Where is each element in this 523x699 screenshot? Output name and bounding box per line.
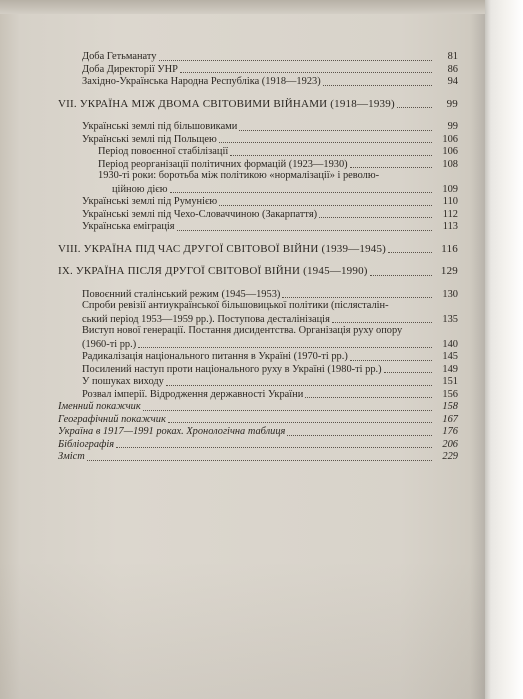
toc-entry bbox=[58, 400, 458, 413]
toc-entry-page: 229 bbox=[442, 451, 458, 463]
toc-entry-title: Розвал імперії. Відродження державності України bbox=[82, 388, 304, 400]
toc-spacer bbox=[58, 110, 458, 120]
toc-leader-dots bbox=[332, 322, 432, 323]
toc-entry-page: 176 bbox=[442, 426, 458, 438]
toc-leader-dots bbox=[305, 397, 432, 398]
toc-entry-page: 86 bbox=[447, 63, 458, 75]
toc-entry bbox=[58, 325, 458, 338]
toc-entry bbox=[58, 363, 458, 376]
toc-entry-page: 112 bbox=[442, 208, 458, 220]
toc-entry bbox=[58, 288, 458, 301]
toc-entry-page: 99 bbox=[447, 121, 458, 133]
toc-entry-page: 156 bbox=[442, 388, 458, 400]
toc-leader-dots bbox=[384, 372, 432, 373]
toc-leader-dots bbox=[350, 167, 432, 168]
toc-entry-page: 206 bbox=[442, 438, 458, 450]
toc-entry bbox=[58, 265, 458, 278]
toc-entry-title: Географічний покажчик bbox=[58, 413, 166, 425]
toc-entry bbox=[58, 388, 458, 401]
toc-entry-page: 167 bbox=[442, 413, 458, 425]
toc-entry-title: Посилений наступ проти національного руху в Україні (1980-ті рр.) bbox=[82, 363, 382, 375]
toc-leader-dots bbox=[116, 447, 432, 448]
toc-leader-dots bbox=[87, 460, 432, 461]
toc-leader-dots bbox=[180, 72, 432, 73]
toc-entry bbox=[58, 243, 458, 256]
toc-entry-title: (1960-ті рр.) bbox=[82, 338, 137, 350]
toc-entry bbox=[58, 313, 458, 326]
toc-entry-page: 106 bbox=[442, 146, 458, 158]
toc-entry bbox=[58, 195, 458, 208]
toc-entry-title: Повоєнний сталінський режим (1945—1953) bbox=[82, 288, 281, 300]
toc-entry-page: 130 bbox=[442, 288, 458, 300]
toc-entry-title: 1930-ті роки: боротьба між політикою «нормалізації» і револю- bbox=[98, 170, 380, 181]
toc-entry-page: 106 bbox=[442, 133, 458, 145]
toc-entry bbox=[58, 133, 458, 146]
toc-spacer bbox=[58, 88, 458, 98]
toc-leader-dots bbox=[282, 297, 432, 298]
toc-entry-title: Доба Директорії УНР bbox=[82, 63, 178, 75]
toc-entry-page: 110 bbox=[442, 196, 458, 208]
toc-entry bbox=[58, 375, 458, 388]
toc-entry bbox=[58, 98, 458, 111]
toc-entry bbox=[58, 183, 458, 196]
toc-leader-dots bbox=[159, 60, 432, 61]
toc-entry-page: 116 bbox=[441, 242, 458, 255]
book-right-edge bbox=[485, 0, 523, 699]
toc-entry-title: Західно-Українська Народна Республіка (1918—1923) bbox=[82, 76, 321, 88]
toc-leader-dots bbox=[219, 142, 432, 143]
toc-leader-dots bbox=[397, 107, 432, 108]
toc-entry bbox=[58, 300, 458, 313]
toc-entry-title: Зміст bbox=[58, 451, 85, 463]
toc-entry-page: 149 bbox=[442, 363, 458, 375]
toc-leader-dots bbox=[230, 155, 432, 156]
toc-leader-dots bbox=[170, 192, 432, 193]
toc-entry bbox=[58, 145, 458, 158]
toc-entry bbox=[58, 220, 458, 233]
toc-leader-dots bbox=[323, 85, 432, 86]
toc-entry-title: Спроби ревізії антиукраїнської більшовицької політики (післясталін- bbox=[82, 300, 389, 311]
toc-entry bbox=[58, 75, 458, 88]
toc-leader-dots bbox=[319, 217, 432, 218]
toc-entry bbox=[58, 120, 458, 133]
page-bottom-shadow bbox=[0, 560, 485, 699]
toc-leader-dots bbox=[138, 347, 432, 348]
toc-entry-title: Українські землі під Румунією bbox=[82, 196, 218, 208]
toc-entry bbox=[58, 63, 458, 76]
toc-entry bbox=[58, 350, 458, 363]
toc-entry bbox=[58, 338, 458, 351]
table-of-contents bbox=[58, 50, 458, 463]
toc-leader-dots bbox=[177, 230, 432, 231]
toc-entry-page: 151 bbox=[442, 376, 458, 388]
toc-entry-title: ський період 1953—1959 рр.). Поступова десталінізація bbox=[82, 313, 330, 325]
toc-entry-title: Радикалізація національного питання в Україні (1970-ті рр.) bbox=[82, 351, 348, 363]
toc-spacer bbox=[58, 278, 458, 288]
toc-leader-dots bbox=[168, 422, 432, 423]
toc-entry-page: 145 bbox=[442, 351, 458, 363]
toc-entry-title: Доба Гетьманату bbox=[82, 51, 157, 63]
toc-entry-page: 99 bbox=[446, 97, 458, 110]
toc-spacer bbox=[58, 255, 458, 265]
toc-entry-page: 113 bbox=[442, 221, 458, 233]
toc-entry-title: Українська еміграція bbox=[82, 221, 175, 233]
toc-entry-title: Період повоєнної стабілізації bbox=[98, 146, 229, 158]
toc-entry-page: 129 bbox=[440, 265, 458, 278]
toc-entry-title: VIII. УКРАЇНА ПІД ЧАС ДРУГОЇ СВІТОВОЇ ВІЙНИ (1939—1945) bbox=[58, 242, 387, 255]
toc-entry-page: 109 bbox=[442, 183, 458, 195]
toc-entry-title: Українські землі під більшовиками bbox=[82, 121, 238, 133]
toc-leader-dots bbox=[287, 435, 432, 436]
toc-leader-dots bbox=[143, 410, 432, 411]
toc-entry-title: Період реорганізації політичних формацій (1923—1930) bbox=[98, 158, 348, 170]
toc-entry-title: У пошуках виходу bbox=[82, 376, 164, 388]
toc-entry bbox=[58, 208, 458, 221]
toc-entry-title: Бібліографія bbox=[58, 438, 115, 450]
toc-entry-title: Іменний покажчик bbox=[58, 401, 141, 413]
toc-entry-title: VII. УКРАЇНА МІЖ ДВОМА СВІТОВИМИ ВІЙНАМИ (1918—1939) bbox=[58, 97, 395, 110]
toc-entry-title: Україна в 1917—1991 роках. Хронологічна таблиця bbox=[58, 426, 286, 438]
toc-entry-page: 81 bbox=[447, 51, 458, 63]
toc-entry bbox=[58, 158, 458, 171]
toc-leader-dots bbox=[370, 275, 432, 276]
toc-entry bbox=[58, 413, 458, 426]
toc-entry-page: 94 bbox=[447, 76, 458, 88]
toc-entry-title: Українські землі під Чехо-Словаччиною (Закарпаття) bbox=[82, 208, 318, 220]
toc-entry-title: ційною дією bbox=[112, 183, 168, 195]
toc-entry-title: IX. УКРАЇНА ПІСЛЯ ДРУГОЇ СВІТОВОЇ ВІЙНИ (1945—1990) bbox=[58, 265, 368, 278]
toc-leader-dots bbox=[166, 385, 432, 386]
page-top-fold bbox=[0, 0, 490, 14]
toc-entry-page: 140 bbox=[442, 338, 458, 350]
toc-entry bbox=[58, 425, 458, 438]
toc-entry bbox=[58, 50, 458, 63]
toc-entry bbox=[58, 170, 458, 183]
toc-entry-page: 135 bbox=[442, 313, 458, 325]
toc-entry-page: 158 bbox=[442, 401, 458, 413]
toc-entry bbox=[58, 438, 458, 451]
toc-entry bbox=[58, 450, 458, 463]
toc-leader-dots bbox=[219, 205, 432, 206]
toc-entry-title: Українські землі під Польщею bbox=[82, 133, 217, 145]
toc-leader-dots bbox=[388, 252, 432, 253]
toc-leader-dots bbox=[350, 360, 432, 361]
toc-leader-dots bbox=[239, 130, 432, 131]
toc-spacer bbox=[58, 233, 458, 243]
toc-entry-page: 108 bbox=[442, 158, 458, 170]
toc-entry-title: Виступ нової генерації. Постання дисидентства. Організація руху опору bbox=[82, 325, 403, 336]
